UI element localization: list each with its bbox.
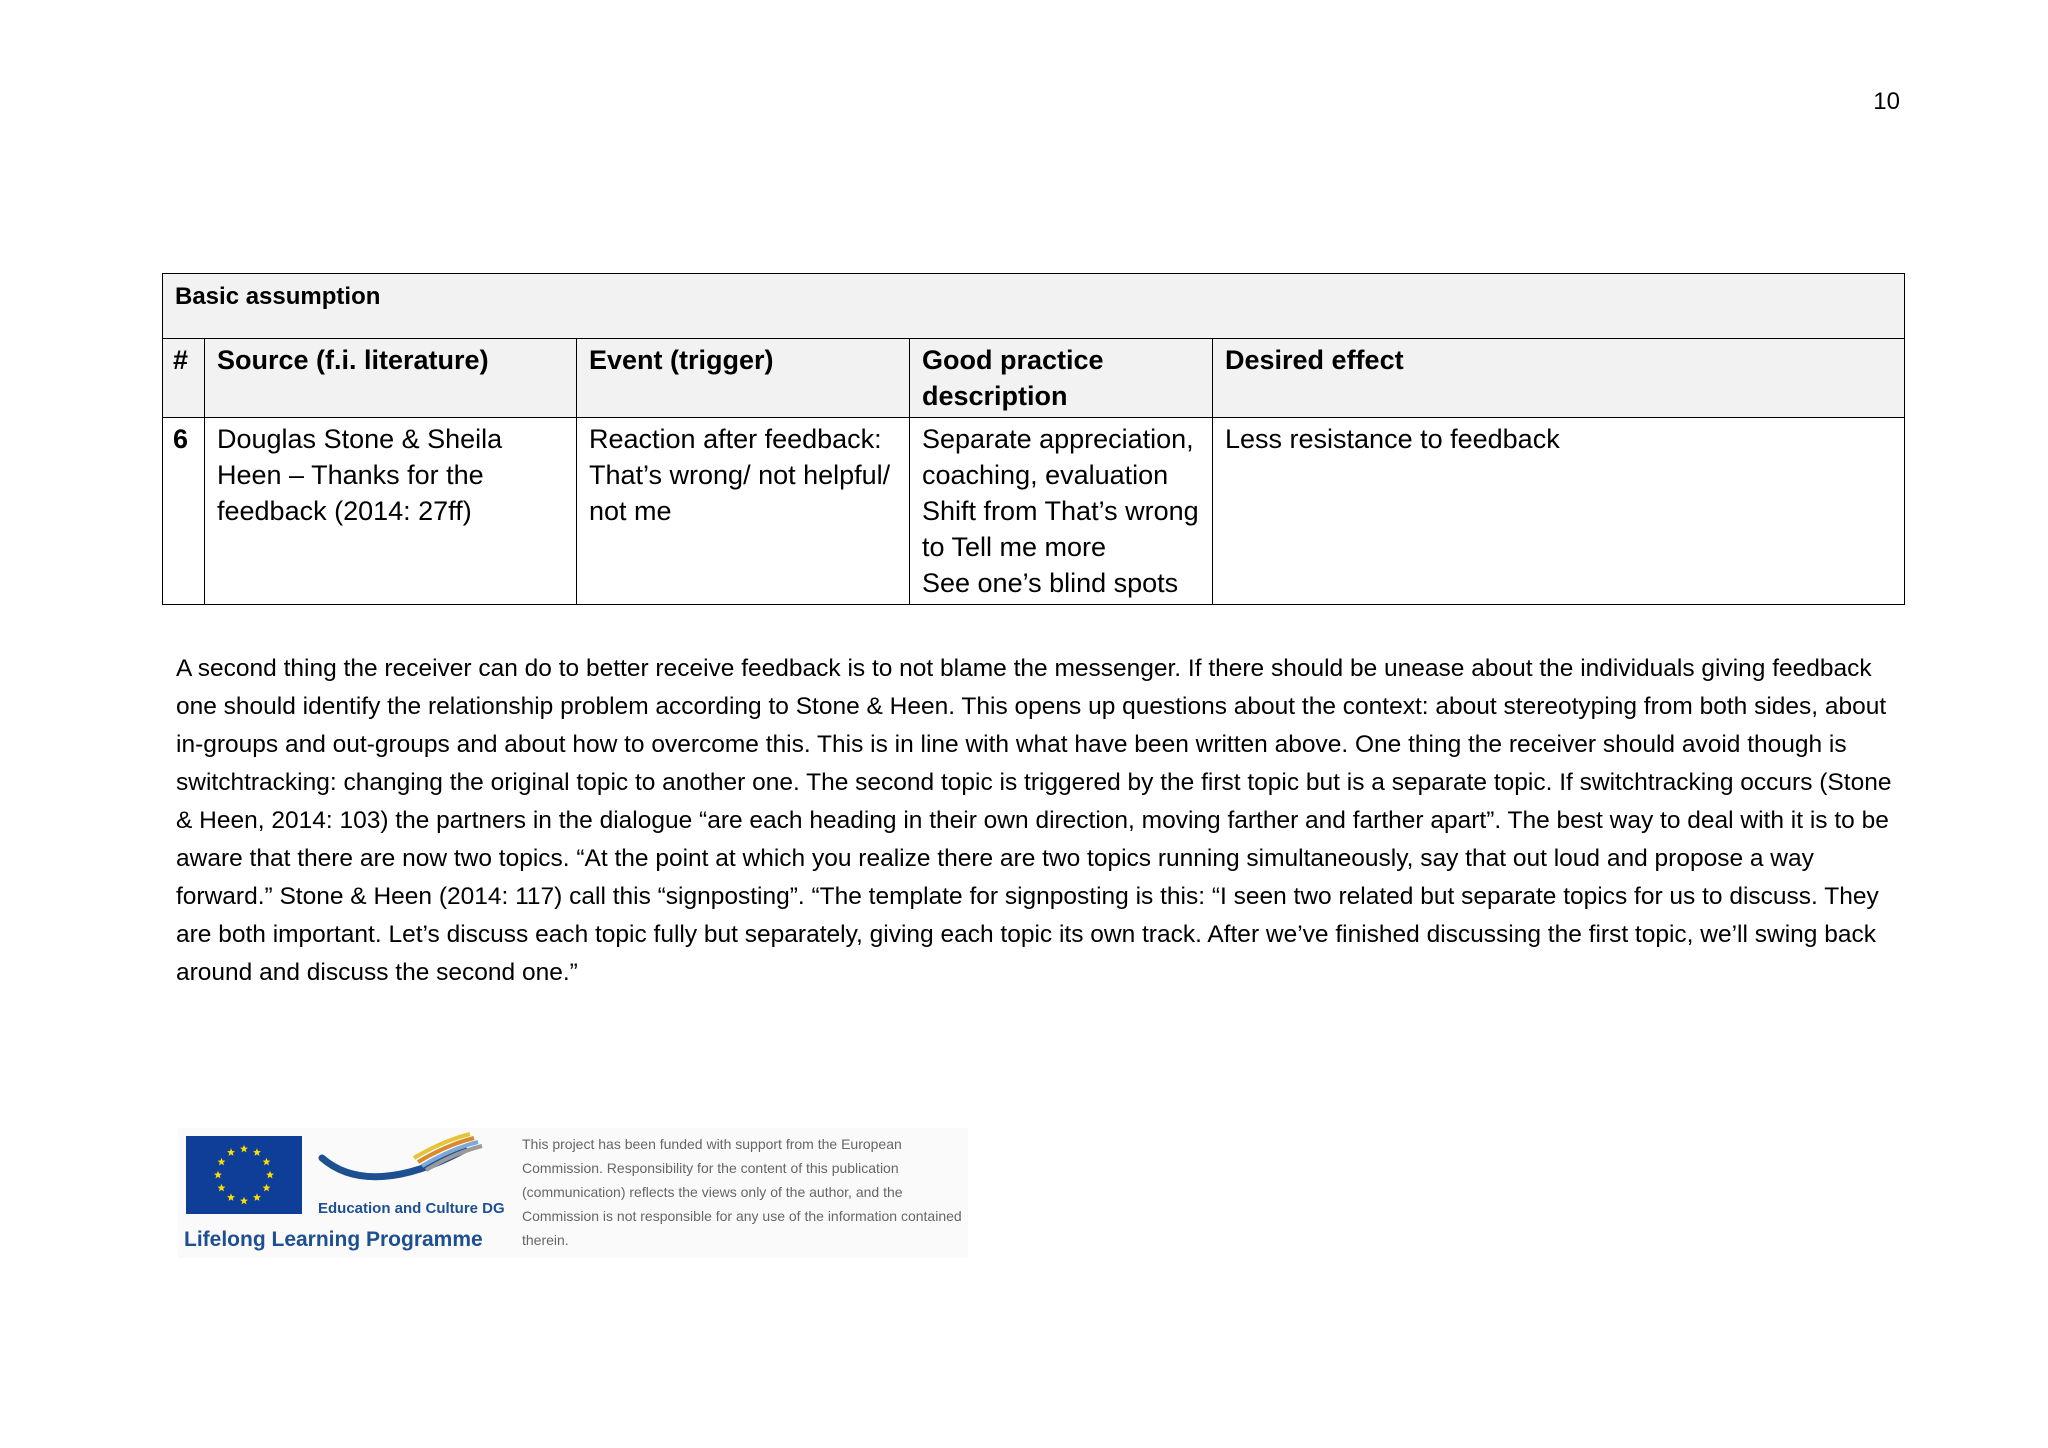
eu-star-icon [214, 1171, 222, 1179]
eu-star-icon [240, 1197, 248, 1205]
eu-star-icon [240, 1145, 248, 1153]
eu-star-icon [227, 1193, 235, 1201]
header-number: # [163, 339, 205, 418]
body-paragraph: A second thing the receiver can do to better receive feedback is to not blame the messenger. If there should be unease about the individuals giving feedback one should identify the relationship problem according to Stone & Heen. This opens up questions about the context: about stereotyping from both sides, about in-groups and out-groups and about how to overcome this. This is in line with what have been written above. One thing the receiver should avoid though is switchtracking: changing the original topic to another one. The second topic is triggered by the first topic but is a separate topic. If switchtracking occurs (Stone & Heen, 2014: 103) the partners in the dialogue “are each heading in their own direction, moving farther and farther apart”. The best way to deal with it is to be aware that there are now two topics. “At the point at which you realize there are two topics running simultaneously, say that out loud and propose a way forward.” Stone & Heen (2014: 117) call this “signposting”. “The template for signposting is this: “I seen two related but separate topics for us to discuss. They are both important. Let’s discuss each topic fully but separately, giving each topic its own track. After we’ve finished discussing the first topic, we’ll swing back around and discuss the second one.” [176, 655, 1892, 986]
cell-good-practice [910, 418, 1213, 605]
education-culture-dg-label: Education and Culture DG [318, 1200, 505, 1217]
table-row [163, 418, 1905, 605]
eu-star-icon [253, 1193, 261, 1201]
eu-star-icon [263, 1184, 271, 1192]
basic-assumption-table [162, 273, 1905, 605]
header-good-practice: Good practice description [910, 339, 1213, 418]
table-caption: Basic assumption [163, 274, 1905, 339]
header-source: Source (f.i. literature) [205, 339, 577, 418]
education-culture-swoosh-icon [314, 1128, 504, 1198]
eu-star-icon [253, 1148, 261, 1156]
page-number: 10 [1873, 88, 1900, 115]
cell-event: Reaction after feedback: That’s wrong/ not helpful/ not me [577, 418, 910, 605]
cell-number: 6 [163, 418, 205, 605]
cell-source: Douglas Stone & Sheila Heen – Thanks for the feedback (2014: 27ff) [205, 418, 577, 605]
eu-star-icon [266, 1171, 274, 1179]
practice-line: See one’s blind spots [922, 568, 1179, 598]
eu-star-icon [217, 1184, 225, 1192]
lifelong-learning-label: Lifelong Learning Programme [184, 1228, 483, 1251]
practice-line: Shift from That’s wrong to Tell me more [922, 496, 1199, 562]
header-desired-effect: Desired effect [1213, 339, 1905, 418]
funding-footer [178, 1128, 968, 1258]
eu-star-icon [227, 1148, 235, 1156]
eu-flag-icon [186, 1136, 302, 1214]
table-header-row [163, 339, 1905, 418]
practice-line: Separate appreciation, coaching, evaluation [922, 424, 1194, 490]
header-event: Event (trigger) [577, 339, 910, 418]
eu-star-icon [263, 1158, 271, 1166]
funding-disclaimer: This project has been funded with support from the European Commission. Responsibility for the content of this publication (communication) reflects the views only of the author, and the Commission is not responsible for any use of the information contained therein. [522, 1136, 962, 1248]
table-caption-row [163, 274, 1905, 339]
eu-star-icon [217, 1158, 225, 1166]
cell-desired-effect: Less resistance to feedback [1213, 418, 1905, 605]
